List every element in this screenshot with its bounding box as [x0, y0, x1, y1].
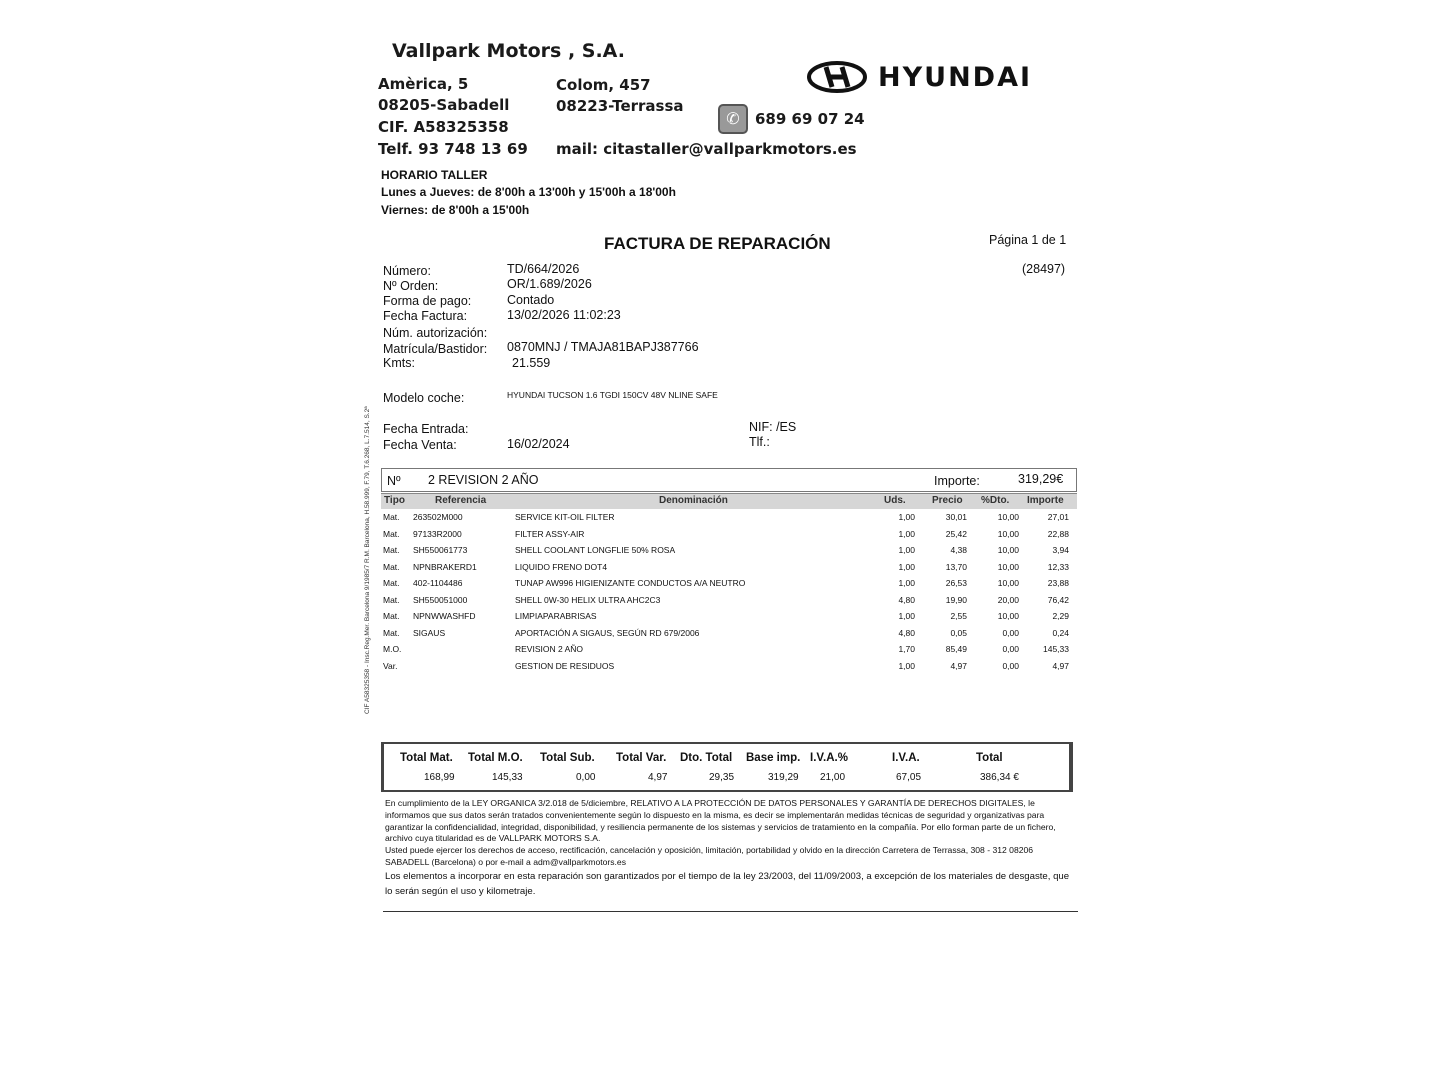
- cell-ref: SH550051000: [413, 594, 468, 605]
- cell-precio: 4,38: [950, 545, 967, 555]
- cell-ref: 97133R2000: [413, 528, 462, 539]
- sale-date-label: Fecha Venta:: [383, 438, 457, 452]
- cell-desc: SHELL COOLANT LONGFLIE 50% ROSA: [515, 545, 676, 555]
- cell-uds: 1,00: [898, 578, 915, 588]
- privacy-notice: En cumplimiento de la LEY ORGANICA 3/2.018 de 5/diciembre, RELATIVO A LA PROTECCIÓN DE DATOS PERSONALES Y GARANTÍA DE DERECHOS DIGITALES, le informamos que sus datos serán tratados convenientemente según lo dispuesto en la misma, es decir se implementarán medidas técnicas de seguridad y organizativas para garantizar la confidencialidad, integridad, disponibilidad, y resiliencia permanente de los sistemas y servicios de tratamiento en la compañía. Por ello forman parte de un fichero, archivo cuya titularidad es de VALLPARK MOTORS S.A.: [385, 798, 1056, 844]
- invoice-number: TD/664/2026: [507, 262, 580, 276]
- cell-dto: 10,00: [997, 528, 1019, 539]
- cell-ref: 402-1104486: [413, 578, 463, 588]
- cell-tipo: Var.: [383, 660, 398, 671]
- total-value: 386,34 €: [980, 772, 1019, 783]
- cell-importe: 23,88: [1047, 578, 1069, 588]
- schedule-friday: Viernes: de 8'00h a 15'00h: [381, 203, 530, 217]
- whatsapp-icon: ✆: [718, 104, 748, 134]
- col-dto: %Dto.: [981, 495, 1010, 506]
- cell-uds: 4,80: [898, 594, 915, 605]
- col-tipo: Tipo: [384, 495, 405, 506]
- cell-dto: 20,00: [997, 594, 1019, 605]
- address-sabadell-street: Amèrica, 5: [378, 75, 469, 93]
- order-number: OR/1.689/2026: [507, 277, 592, 291]
- cell-precio: 19,90: [945, 594, 967, 605]
- schedule-weekdays: Lunes a Jueves: de 8'00h a 13'00h y 15'00h a 18'00h: [381, 185, 676, 199]
- cell-tipo: Mat.: [383, 545, 400, 555]
- cell-tipo: Mat.: [383, 561, 400, 572]
- cell-importe: 4,97: [1052, 660, 1069, 671]
- warranty-notice: Los elementos a incorporar en esta reparación son garantizados por el tiempo de la ley 23/2003, del 11/09/2003, a excepción de los materiales de desgaste, que lo serán según el uso y kilometraje.: [385, 871, 1070, 897]
- cell-uds: 1,70: [898, 644, 915, 654]
- col-precio: Precio: [932, 495, 963, 506]
- table-row: [383, 545, 1073, 561]
- cell-importe: 76,42: [1047, 594, 1069, 605]
- order-title: 2 REVISION 2 AÑO: [428, 473, 539, 487]
- cell-tipo: Mat.: [383, 611, 400, 621]
- table-row: [383, 512, 1073, 528]
- cell-ref: SH550061773: [413, 545, 468, 555]
- cell-precio: 0,05: [950, 627, 967, 638]
- table-row: [383, 644, 1073, 660]
- total-label: Total: [976, 752, 1003, 764]
- totals-box: [381, 742, 1073, 792]
- address-terrassa-street: Colom, 457: [556, 76, 651, 94]
- invoice-code: (28497): [1022, 262, 1066, 276]
- schedule-title: HORARIO TALLER: [381, 168, 488, 182]
- cell-ref: NPNBRAKERD1: [413, 561, 477, 572]
- cell-precio: 25,42: [945, 528, 967, 539]
- whatsapp-number: 689 69 07 24: [755, 110, 865, 128]
- total-value: 21,00: [820, 772, 846, 783]
- cell-dto: 10,00: [997, 545, 1019, 555]
- field-label: Matrícula/Bastidor:: [383, 342, 488, 356]
- cell-precio: 26,53: [945, 578, 967, 588]
- cell-precio: 30,01: [945, 512, 967, 522]
- mileage: 21.559: [512, 356, 551, 370]
- cell-ref: NPNWWASHFD: [413, 611, 476, 621]
- tlf-label: Tlf.:: [749, 435, 770, 449]
- cell-uds: 1,00: [898, 545, 915, 555]
- order-amount: 319,29€: [1018, 472, 1064, 486]
- cell-ref: SIGAUS: [413, 627, 446, 638]
- invoice-title: FACTURA DE REPARACIÓN: [604, 234, 831, 253]
- field-label: Nº Orden:: [383, 279, 439, 293]
- total-label: Total Mat.: [400, 752, 453, 764]
- total-value: 319,29: [768, 772, 799, 783]
- total-label: Total Sub.: [540, 752, 595, 764]
- cell-uds: 1,00: [898, 561, 915, 572]
- cell-desc: LIMPIAPARABRISAS: [515, 611, 597, 621]
- total-label: Total Var.: [616, 752, 667, 764]
- total-value: 29,35: [709, 772, 735, 783]
- cell-uds: 1,00: [898, 512, 915, 522]
- total-label: I.V.A.: [892, 752, 920, 764]
- table-row: [383, 611, 1073, 627]
- field-label: Número:: [383, 264, 431, 278]
- table-row: [383, 661, 1073, 677]
- total-label: I.V.A.%: [810, 752, 848, 764]
- total-value: 67,05: [896, 772, 922, 783]
- cell-uds: 4,80: [898, 627, 915, 638]
- registry-side-text: CIF A58325358 - Insc.Reg.Mer. Barcelona 9/1985/7 R.M. Barcelona, H.58.999, F.79, T.6.268, L.7.514, S.2ª: [364, 406, 371, 714]
- address-sabadell-city: 08205-Sabadell: [378, 96, 510, 114]
- cell-tipo: Mat.: [383, 512, 400, 522]
- payment-method: Contado: [507, 293, 555, 307]
- order-no-label: Nº: [387, 474, 401, 488]
- cell-desc: SERVICE KIT-OIL FILTER: [515, 512, 615, 522]
- invoice-date: 13/02/2026 11:02:23: [507, 308, 621, 322]
- col-uds: Uds.: [884, 495, 906, 506]
- table-row: [383, 628, 1073, 644]
- total-label: Base imp.: [746, 752, 801, 764]
- cell-desc: TUNAP AW996 HIGIENIZANTE CONDUCTOS A/A NEUTRO: [515, 578, 746, 588]
- cell-dto: 10,00: [997, 578, 1019, 588]
- cell-importe: 22,88: [1047, 528, 1069, 539]
- address-terrassa-city: 08223-Terrassa: [556, 97, 684, 115]
- table-row: [383, 562, 1073, 578]
- cell-dto: 10,00: [997, 561, 1019, 572]
- cell-precio: 13,70: [945, 561, 967, 572]
- company-phone: Telf. 93 748 13 69: [378, 140, 528, 158]
- field-label: Kmts:: [383, 356, 415, 370]
- total-label: Total M.O.: [468, 752, 523, 764]
- cell-dto: 0,00: [1002, 660, 1019, 671]
- company-cif: CIF. A58325358: [378, 118, 509, 136]
- plate-vin: 0870MNJ / TMAJA81BAPJ387766: [507, 340, 699, 354]
- cell-importe: 145,33: [1043, 644, 1069, 654]
- cell-desc: LIQUIDO FRENO DOT4: [515, 561, 608, 572]
- cell-tipo: Mat.: [383, 528, 400, 539]
- cell-dto: 10,00: [997, 611, 1019, 621]
- cell-importe: 12,33: [1047, 561, 1069, 572]
- hyundai-emblem-icon: [806, 60, 868, 94]
- col-referencia: Referencia: [435, 495, 487, 506]
- cell-importe: 3,94: [1052, 545, 1069, 555]
- cell-desc: SHELL 0W-30 HELIX ULTRA AHC2C3: [515, 594, 661, 605]
- cell-desc: GESTION DE RESIDUOS: [515, 660, 615, 671]
- field-label: Fecha Factura:: [383, 309, 468, 323]
- cell-dto: 0,00: [1002, 644, 1019, 654]
- cell-desc: REVISION 2 AÑO: [515, 644, 584, 654]
- col-importe: Importe: [1027, 495, 1064, 506]
- order-amount-label: Importe:: [934, 474, 980, 488]
- nif-label: NIF: /ES: [749, 420, 797, 434]
- cell-uds: 1,00: [898, 611, 915, 621]
- total-value: 0,00: [576, 772, 596, 783]
- car-model: HYUNDAI TUCSON 1.6 TGDI 150CV 48V NLINE SAFE: [507, 390, 718, 400]
- col-denominacion: Denominación: [659, 495, 728, 506]
- cell-uds: 1,00: [898, 528, 915, 539]
- table-row: [383, 578, 1073, 594]
- sale-date: 16/02/2024: [507, 437, 570, 451]
- cell-desc: APORTACIÓN A SIGAUS, SEGÚN RD 679/2006: [515, 627, 700, 638]
- hyundai-logo: [806, 60, 1032, 94]
- cell-dto: 0,00: [1002, 627, 1019, 638]
- order-header: [381, 468, 1077, 492]
- total-value: 168,99: [424, 772, 455, 783]
- entry-date-label: Fecha Entrada:: [383, 422, 469, 436]
- page-number: Página 1 de 1: [989, 233, 1067, 247]
- cell-importe: 2,29: [1052, 611, 1069, 621]
- total-value: 4,97: [648, 772, 668, 783]
- cell-desc: FILTER ASSY-AIR: [515, 528, 585, 539]
- cell-precio: 85,49: [945, 644, 967, 654]
- total-value: 145,33: [492, 772, 523, 783]
- cell-tipo: Mat.: [383, 594, 400, 605]
- field-label: Forma de pago:: [383, 294, 472, 308]
- total-label: Dto. Total: [680, 752, 733, 764]
- cell-tipo: M.O.: [383, 644, 402, 654]
- cell-precio: 2,55: [950, 611, 967, 621]
- company-name: Vallpark Motors , S.A.: [392, 40, 625, 62]
- cell-tipo: Mat.: [383, 578, 400, 588]
- table-row: [383, 529, 1073, 545]
- rights-notice: Usted puede ejercer los derechos de acceso, rectificación, cancelación y oposición, limitación, portabilidad y olvido en la dirección Carretera de Terrassa, 308 - 312 08206 SABADELL (Barcelona) o por e-mail a adm@vallparkmotors.es: [385, 845, 1034, 867]
- cell-importe: 0,24: [1052, 627, 1069, 638]
- company-email: mail: citastaller@vallparkmotors.es: [556, 140, 857, 158]
- cell-precio: 4,97: [950, 660, 967, 671]
- field-label: Núm. autorización:: [383, 326, 488, 340]
- cell-dto: 10,00: [997, 512, 1019, 522]
- cell-ref: 263502M000: [413, 512, 463, 522]
- table-row: [383, 595, 1073, 611]
- cell-tipo: Mat.: [383, 627, 400, 638]
- cell-importe: 27,01: [1047, 512, 1069, 522]
- model-label: Modelo coche:: [383, 391, 465, 405]
- table-header: [381, 493, 1077, 509]
- footer-divider: [383, 911, 1078, 912]
- brand-name: HYUNDAI: [878, 61, 1033, 93]
- cell-uds: 1,00: [898, 660, 915, 671]
